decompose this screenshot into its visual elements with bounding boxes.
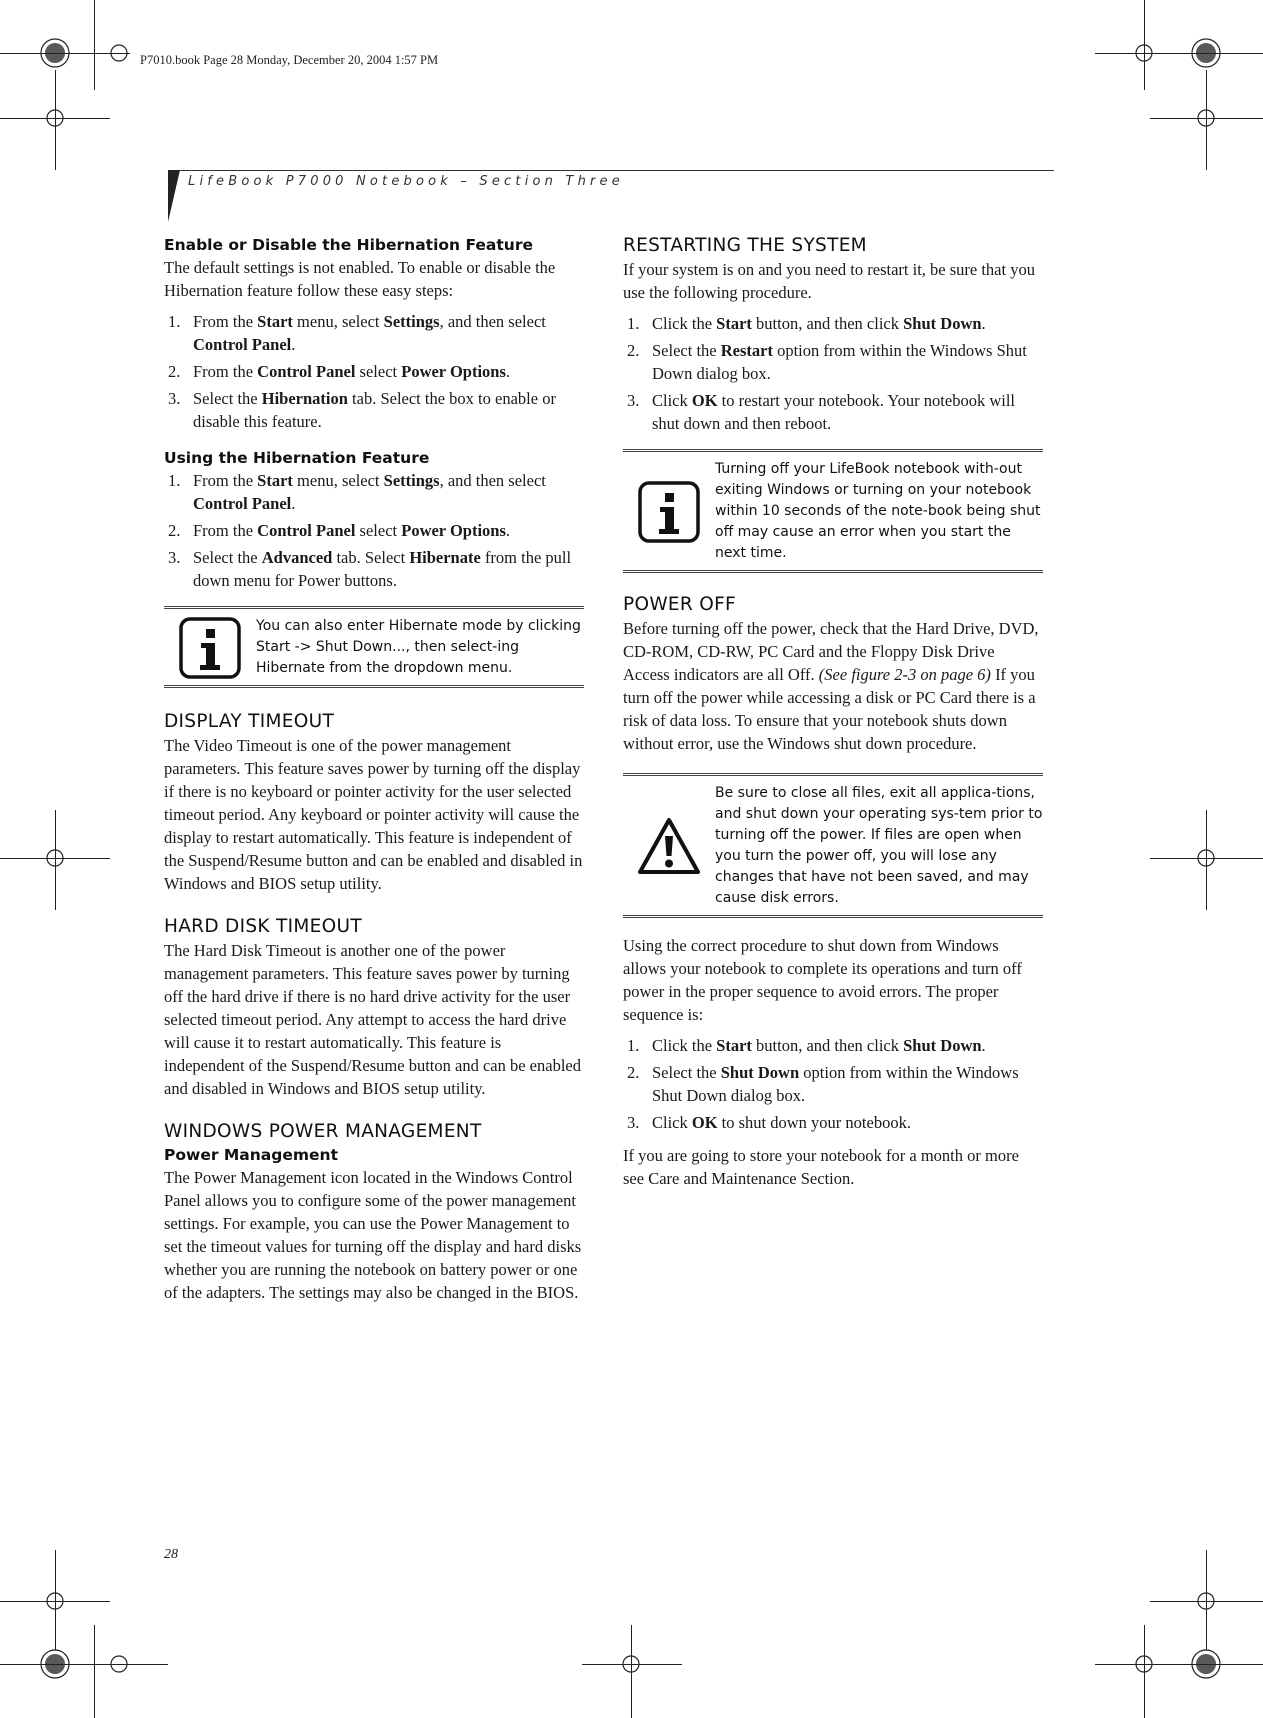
step-text: Select the	[652, 1063, 721, 1082]
procedure-intro: Using the correct procedure to shut down from Windows allows your notebook to complete its operations and turn off power in the proper sequence to avoid errors. The proper sequence is:	[623, 936, 1022, 1024]
step-text: Click the	[652, 1036, 717, 1055]
ui-term: Control Panel	[193, 494, 292, 513]
ui-term: Control Panel	[193, 335, 292, 354]
step-text: .	[981, 314, 986, 333]
power-off-text-cont: If you turn off the power while accessing a disk or PC Card there is a risk of data loss. To ensure that your notebook shuts down without error, use the Windows shut down procedure.	[623, 665, 1036, 753]
ui-term: Shut Down	[903, 314, 982, 333]
registration-mark-icon	[47, 850, 63, 866]
display-timeout-heading: DISPLAY TIMEOUT	[164, 711, 335, 732]
list-item	[164, 546, 584, 592]
step-text: to shut down your notebook.	[717, 1113, 911, 1132]
step-text: to restart your notebook. Your notebook will shut down and then reboot.	[652, 391, 1015, 433]
registration-mark-icon	[111, 45, 127, 61]
step-text: , and then select	[439, 312, 546, 331]
power-off-text: Before turning off the power, check that the Hard Drive, DVD, CD-ROM, CD-RW, PC Card and the Floppy Disk Drive Access indicators are all Off.	[623, 619, 1039, 684]
step-number: 1.	[627, 314, 640, 333]
step-text: Click	[652, 391, 692, 410]
list-item	[623, 312, 1043, 335]
registration-mark-icon	[1136, 1656, 1152, 1672]
warning-note	[623, 773, 1043, 918]
ui-term: Power Options	[401, 521, 506, 540]
step-text: From the	[193, 521, 258, 540]
step-text: Select the	[193, 548, 262, 567]
step-text: .	[505, 521, 511, 540]
list-item	[164, 387, 584, 433]
registration-mark-icon	[1136, 45, 1152, 61]
step-text: .	[505, 362, 511, 381]
header-wedge-icon	[168, 170, 182, 222]
figure-reference: (See figure 2-3 on page 6)	[818, 665, 991, 684]
power-off-heading: POWER OFF	[623, 594, 736, 615]
warning-icon	[623, 816, 715, 876]
step-text: From the	[193, 362, 258, 381]
ui-term: Restart	[720, 341, 773, 360]
step-text: Select the	[193, 389, 262, 408]
step-number: 3.	[168, 389, 181, 408]
info-note	[623, 449, 1043, 573]
ui-term: Advanced	[261, 548, 333, 567]
step-text: Select the	[652, 341, 721, 360]
ui-term: Settings	[383, 471, 440, 490]
storage-note: If you are going to store your notebook for a month or more see Care and Maintenance Section.	[623, 1146, 1019, 1188]
step-number: 1.	[168, 312, 181, 331]
list-item	[164, 310, 584, 356]
step-number: 2.	[168, 521, 181, 540]
info-note-text: You can also enter Hibernate mode by clicking Start -> Shut Down..., then select-ing Hibernate from the dropdown menu.	[256, 618, 581, 676]
ui-term: Start	[716, 1036, 752, 1055]
step-text: menu, select	[292, 471, 384, 490]
step-text: button, and then click	[751, 314, 904, 333]
ui-term: Shut Down	[903, 1036, 982, 1055]
restart-steps	[623, 312, 1043, 435]
windows-power-management-heading: WINDOWS POWER MANAGEMENT	[164, 1121, 482, 1142]
restarting-intro: If your system is on and you need to restart it, be sure that you use the following procedure.	[623, 260, 1035, 302]
registration-mark-icon	[1198, 1593, 1214, 1609]
step-number: 1.	[627, 1036, 640, 1055]
list-item	[164, 469, 584, 515]
ui-term: Settings	[383, 312, 440, 331]
info-icon	[623, 481, 715, 543]
step-text: option from within the Windows Shut Down dialog box.	[652, 341, 1027, 383]
step-text: tab. Select the box to enable or disable this feature.	[193, 389, 556, 431]
display-timeout-body: The Video Timeout is one of the power management parameters. This feature saves power by turning off the display if there is no keyboard or pointer activity for the user selected timeout period. Any keyboard or pointer activity will cause the display to restart automatically. This feature is independent of the Suspend/Resume button and can be enabled and disabled in Windows and BIOS setup utility.	[164, 736, 583, 893]
step-text: , and then select	[439, 471, 546, 490]
registration-mark-icon	[111, 1656, 127, 1672]
ui-term: Control Panel	[257, 521, 356, 540]
step-text: From the	[193, 312, 258, 331]
hibernation-intro: The default settings is not enabled. To enable or disable the Hibernation feature follow these easy steps:	[164, 258, 556, 300]
running-header: LifeBook P7000 Notebook – Section Three	[188, 174, 624, 189]
step-text: button, and then click	[751, 1036, 904, 1055]
registration-mark-icon	[1198, 110, 1214, 126]
hard-disk-timeout-body: The Hard Disk Timeout is another one of the power management parameters. This feature saves power by turning off the hard drive if there is no hard drive activity for the user selected timeout period. Any attempt to access the hard drive will cause it to restart automatically. This feature is independent of the Suspend/Resume button and can be enabled and disabled in Windows and BIOS setup utility.	[164, 941, 581, 1098]
right-column	[623, 234, 1043, 1190]
warning-note-text: Be sure to close all files, exit all applica-tions, and shut down your operating sys-tem prior to turning off the power. If files are open when you turn the power off, you will lose any changes that have not been saved, and may cause disk errors.	[715, 785, 1043, 906]
using-hibernation-steps	[164, 469, 584, 592]
step-text: from the pull down menu for Power buttons.	[193, 548, 572, 590]
page-number: 28	[164, 1547, 178, 1562]
shutdown-steps	[623, 1034, 1043, 1134]
restarting-system-heading: RESTARTING THE SYSTEM	[623, 235, 867, 256]
step-text: Click	[652, 1113, 692, 1132]
step-number: 3.	[627, 391, 640, 410]
list-item	[164, 360, 584, 383]
step-text: tab. Select	[332, 548, 410, 567]
ui-term: OK	[691, 1113, 718, 1132]
info-note-text: Turning off your LifeBook notebook with-out exiting Windows or turning on your notebook within 10 seconds of the note-book being shut off may cause an error when you start the next time.	[715, 461, 1041, 561]
step-text: .	[291, 335, 296, 354]
step-text: Click the	[652, 314, 717, 333]
info-note	[164, 606, 584, 688]
hibernation-enable-heading: Enable or Disable the Hibernation Feature	[164, 236, 533, 254]
ui-term: Shut Down	[720, 1063, 800, 1082]
ui-term: Start	[716, 314, 752, 333]
ui-term: Start	[257, 471, 293, 490]
step-number: 3.	[627, 1113, 640, 1132]
power-off-body	[623, 617, 1043, 755]
registration-mark-icon	[47, 1593, 63, 1609]
list-item	[623, 1034, 1043, 1057]
header-rule	[172, 170, 1054, 171]
ui-term: Hibernation	[261, 389, 348, 408]
print-slug-line: P7010.book Page 28 Monday, December 20, 2004 1:57 PM	[140, 53, 439, 67]
step-text: menu, select	[292, 312, 384, 331]
list-item	[623, 339, 1043, 385]
power-management-subheading: Power Management	[164, 1146, 338, 1164]
list-item	[623, 1061, 1043, 1107]
list-item	[623, 389, 1043, 435]
step-number: 2.	[168, 362, 181, 381]
registration-mark-icon	[47, 110, 63, 126]
step-text: From the	[193, 471, 258, 490]
hibernation-enable-steps	[164, 310, 584, 433]
power-management-body: The Power Management icon located in the Windows Control Panel allows you to configure some of the power management settings. For example, you can use the Power Management to set the timeout values for turning off the display and hard disks whether you are running the notebook on battery power or one of the adapters. The settings may also be changed in the BIOS.	[164, 1168, 582, 1302]
step-number: 1.	[168, 471, 181, 490]
step-text: select	[355, 362, 402, 381]
ui-term: OK	[691, 391, 718, 410]
registration-mark-icon	[1198, 850, 1214, 866]
hard-disk-timeout-heading: HARD DISK TIMEOUT	[164, 916, 362, 937]
list-item	[164, 519, 584, 542]
step-number: 3.	[168, 548, 181, 567]
info-icon	[164, 617, 256, 679]
step-text: .	[981, 1036, 986, 1055]
step-number: 2.	[627, 1063, 640, 1082]
registration-mark-icon	[623, 1656, 639, 1672]
ui-term: Power Options	[401, 362, 506, 381]
using-hibernation-heading: Using the Hibernation Feature	[164, 449, 430, 467]
step-text: select	[355, 521, 402, 540]
ui-term: Hibernate	[409, 548, 481, 567]
left-column	[164, 234, 584, 1304]
ui-term: Control Panel	[257, 362, 356, 381]
step-number: 2.	[627, 341, 640, 360]
ui-term: Start	[257, 312, 293, 331]
step-text: .	[291, 494, 296, 513]
step-text: option from within the Windows Shut Down dialog box.	[652, 1063, 1019, 1105]
list-item	[623, 1111, 1043, 1134]
